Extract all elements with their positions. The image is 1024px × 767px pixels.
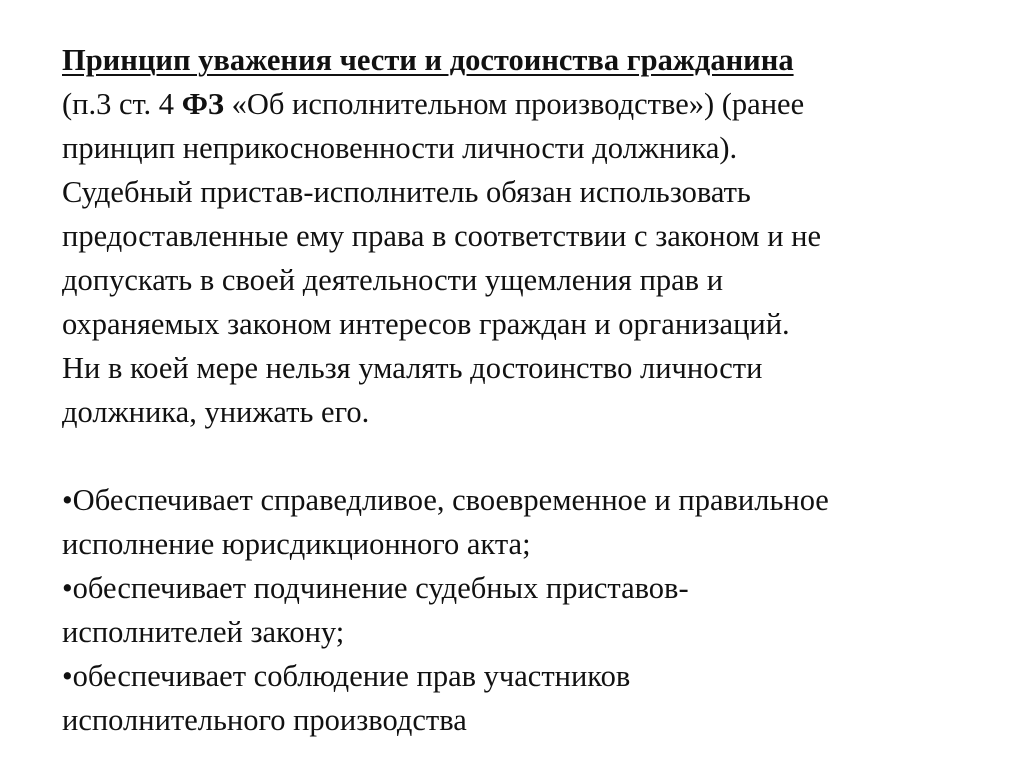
paragraph-line-2: принцип неприкосновенности личности должника). [62, 131, 738, 165]
paragraph-line-3: Судебный пристав-исполнитель обязан использовать [62, 175, 751, 209]
bullet-item [62, 654, 982, 742]
paragraph-line-4: предоставленные ему права в соответствии с законом и не [62, 219, 822, 253]
paragraph-line-7: Ни в коей мере нельзя умалять достоинство личности [62, 351, 763, 385]
paragraph-line-5: допускать в своей деятельности ущемления прав и [62, 263, 724, 297]
law-abbreviation: ФЗ [181, 87, 224, 121]
bullet-list [62, 478, 982, 742]
slide-content [62, 38, 982, 742]
bullet-line: •обеспечивает соблюдение прав участников [62, 659, 631, 693]
bullet-line: исполнительного производства [62, 703, 467, 737]
law-reference-prefix: (п.3 ст. 4 [62, 87, 182, 121]
law-reference-suffix: «Об исполнительном производстве») (ранее [223, 87, 805, 121]
paragraph-line-1 [62, 82, 982, 126]
bullet-line: исполнение юрисдикционного акта; [62, 527, 531, 561]
bullet-item [62, 478, 982, 566]
bullet-line: •Обеспечивает справедливое, своевременное и правильное [62, 483, 829, 517]
paragraph-line-6: охраняемых законом интересов граждан и организаций. [62, 307, 790, 341]
principle-paragraph [62, 82, 982, 434]
bullet-line: •обеспечивает подчинение судебных приставов- [62, 571, 689, 605]
paragraph-line-8: должника, унижать его. [62, 395, 370, 429]
spacer [62, 434, 982, 478]
slide-heading: Принцип уважения чести и достоинства гражданина [62, 43, 794, 77]
bullet-line: исполнителей закону; [62, 615, 345, 649]
bullet-item [62, 566, 982, 654]
